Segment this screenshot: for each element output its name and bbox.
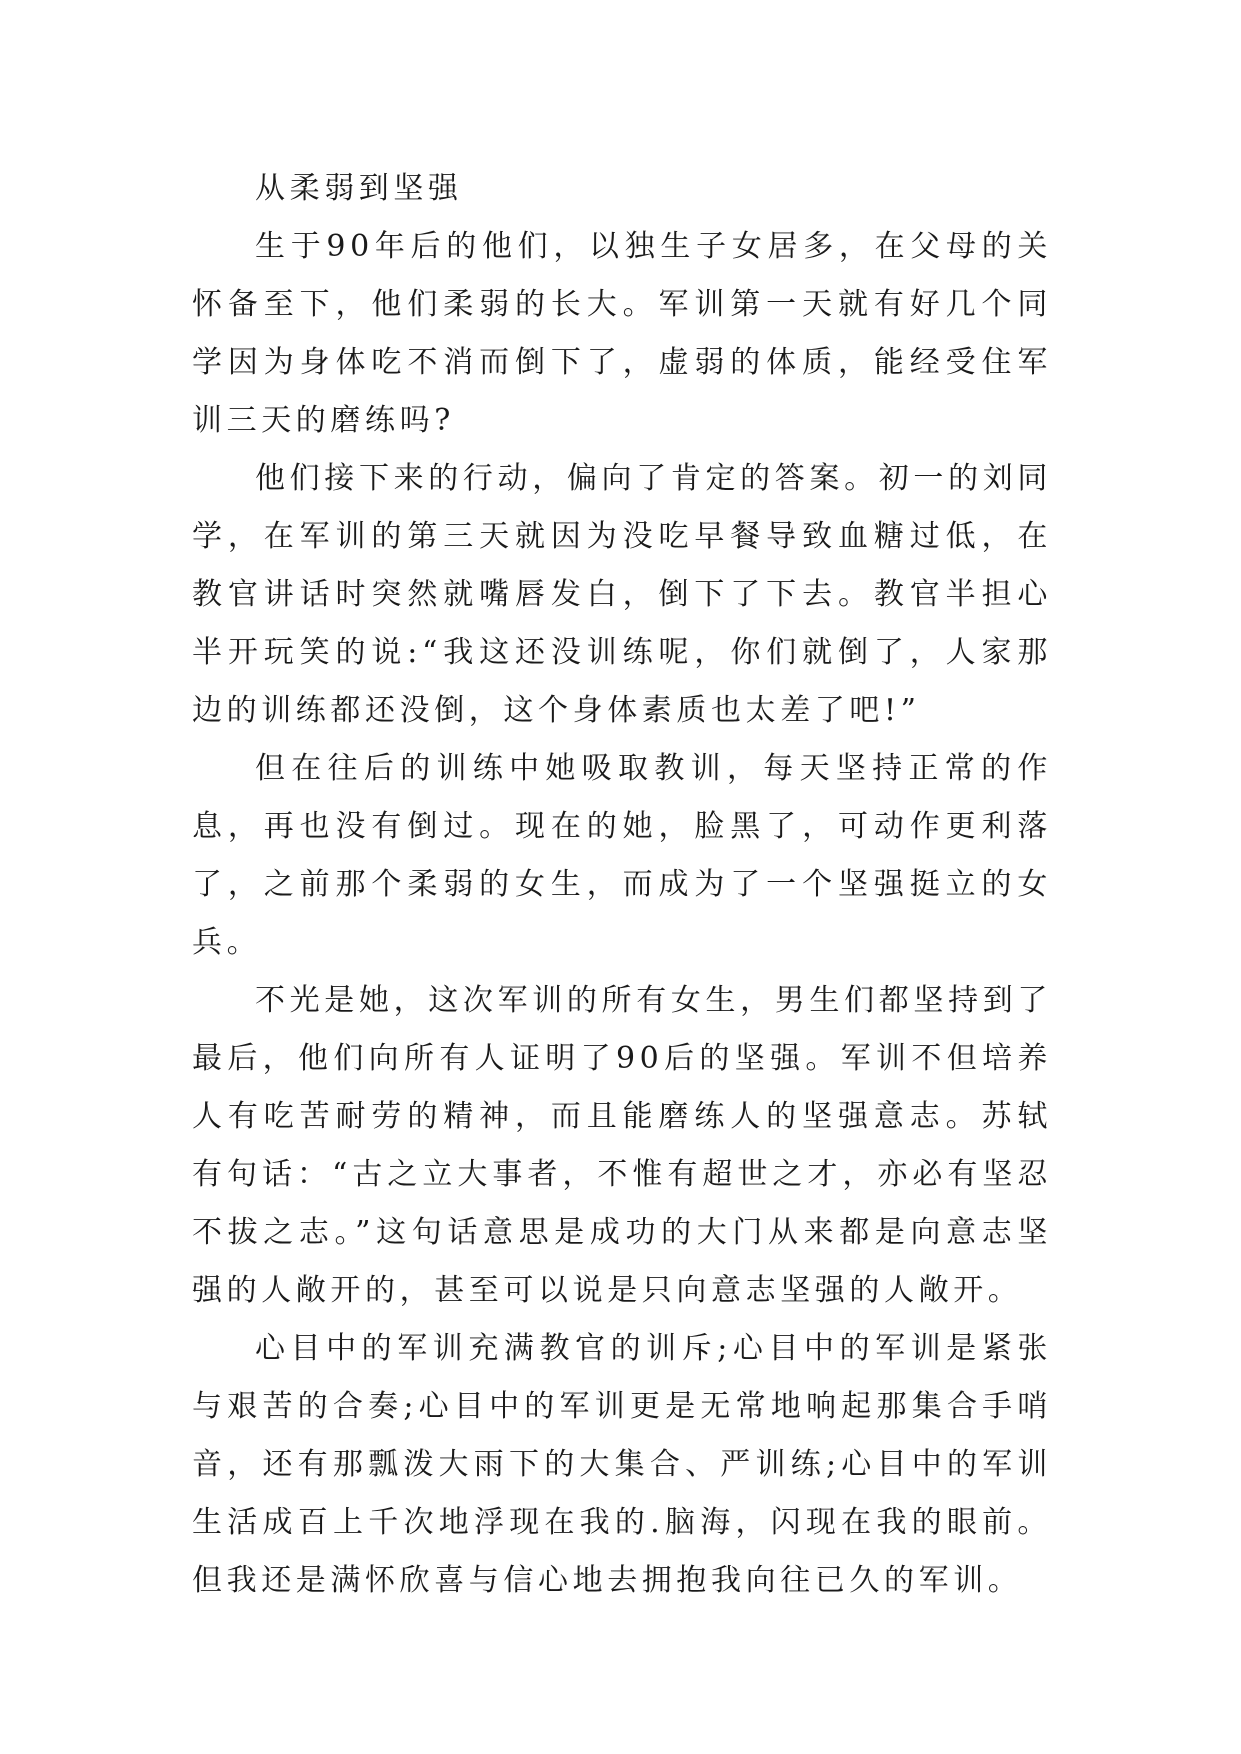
- paragraph-2: 他们接下来的行动，偏向了肯定的答案。初一的刘同学，在军训的第三天就因为没吃早餐导致血糖过低，在教官讲话时突然就嘴唇发白，倒下了下去。教官半担心半开玩笑的说:“我这还没训练呢，你们就倒了，人家那边的训练都还没倒，这个身体素质也太差了吧!”: [192, 461, 1052, 728]
- paragraph-3: 但在往后的训练中她吸取教训，每天坚持正常的作息，再也没有倒过。现在的她，脸黑了，可动作更利落了，之前那个柔弱的女生，而成为了一个坚强挺立的女兵。: [192, 751, 1052, 960]
- document-page: [192, 160, 1052, 1610]
- document-title: 从柔弱到坚强: [255, 171, 463, 206]
- paragraph-5: 心目中的军训充满教官的训斥;心目中的军训是紧张与艰苦的合奏;心目中的军训更是无常地响起那集合手哨音，还有那瓢泼大雨下的大集合、严训练;心目中的军训生活成百上千次地浮现在我的.脑海，闪现在我的眼前。但我还是满怀欣喜与信心地去拥抱我向往已久的军训。: [192, 1331, 1052, 1598]
- paragraph-4: 不光是她，这次军训的所有女生，男生们都坚持到了最后，他们向所有人证明了90后的坚强。军训不但培养人有吃苦耐劳的精神，而且能磨练人的坚强意志。苏轼有句话：“古之立大事者，不惟有超世之才，亦必有坚忍不拔之志。”这句话意思是成功的大门从来都是向意志坚强的人敞开的，甚至可以说是只向意志坚强的人敞开。: [192, 983, 1052, 1308]
- paragraph-1: 生于90年后的他们，以独生子女居多，在父母的关怀备至下，他们柔弱的长大。军训第一天就有好几个同学因为身体吃不消而倒下了，虚弱的体质，能经受住军训三天的磨练吗?: [192, 229, 1052, 438]
